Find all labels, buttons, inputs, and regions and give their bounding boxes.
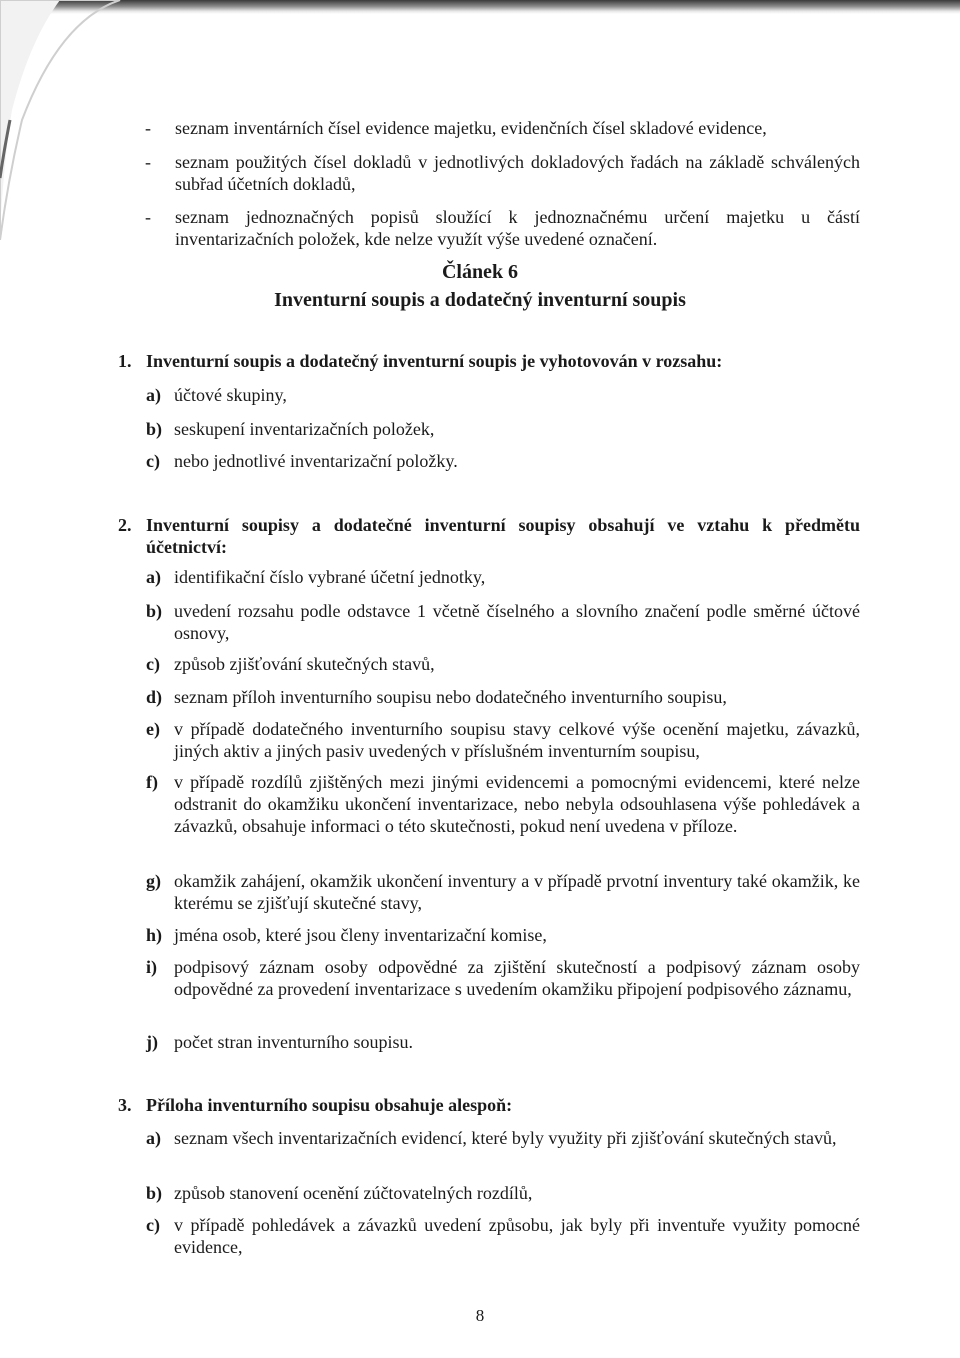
list-item-text: podpisový záznam osoby odpovědné za zjištění skutečností a podpisový záznam osoby odpovědné za provedení inventarizace s uvedením okamžiku připojení podpisového záznamu, [174,957,860,999]
list-marker: g) [146,871,161,891]
list-item-text: počet stran inventurního soupisu. [174,1032,413,1052]
list-item [146,718,860,762]
list-item [146,686,860,708]
section-heading [118,1094,860,1116]
list-marker: e) [146,719,160,739]
list-item-text: v případě rozdílů zjištěných mezi jinými evidencemi a pomocnými evidencemi, které nelze odstranit do okamžiku ukončení inventarizace, nebo nebyla odsouhlasena výše pohledávek a závazků, obsahuje informaci o této skutečnosti, pokud není uvedena v příloze. [174,772,860,836]
list-item-text: identifikační číslo vybrané účetní jednotky, [174,567,486,587]
list-item [146,653,860,675]
list-item-text: účtové skupiny, [174,385,287,405]
page-number: 8 [475,1306,485,1325]
list-item-text: seskupení inventarizačních položek, [174,419,435,439]
list-item [146,384,860,406]
section-number: 2. [118,515,132,535]
list-marker: b) [146,601,163,621]
list-item [146,418,860,440]
list-item-text: jména osob, které jsou členy inventarizační komise, [174,925,547,945]
section-heading-text: Inventurní soupisy a dodatečné inventurní soupisy obsahují ve vztahu k předmětu účetnictví: [146,515,860,557]
list-marker: j) [146,1032,158,1052]
list-marker: i) [146,957,157,977]
list-marker: f) [146,772,158,792]
list-item-text: uvedení rozsahu podle odstavce 1 včetně číselného a slovního značení podle směrné účtové osnovy, [174,601,860,643]
list-item-text: způsob stanovení ocenění zúčtovatelných rozdílů, [174,1183,533,1203]
list-item [145,206,860,250]
list-item [146,924,860,946]
article-subtitle: Inventurní soupis a dodatečný inventurní soupis [274,289,686,311]
list-item-text: okamžik zahájení, okamžik ukončení inventury a v případě prvotní inventury také okamžik, ke kterému se zjišťují skutečné stavy, [174,871,860,913]
list-marker: c) [146,654,160,674]
list-marker: - [145,152,151,172]
list-item-text: nebo jednotlivé inventarizační položky. [174,451,458,471]
list-item-text: seznam inventárních čísel evidence majetku, evidenčních čísel skladové evidence, [175,118,767,138]
list-marker: a) [146,385,161,405]
list-item [146,450,860,472]
list-item-text: způsob zjišťování skutečných stavů, [174,654,435,674]
list-marker: b) [146,419,163,439]
list-item [146,1214,860,1258]
list-item [146,1182,860,1204]
list-item-text: v případě pohledávek a závazků uvedení způsobu, jak byly při inventuře využity pomocné evidence, [174,1215,860,1257]
list-item [146,870,860,914]
list-marker: a) [146,567,161,587]
section-heading [118,514,860,558]
list-item [146,1031,860,1053]
list-item-text: seznam jednoznačných popisů sloužící k jednoznačnému určení majetku u částí inventarizačních položek, kde nelze využít výše uvedené označení. [175,207,860,249]
list-item [146,1127,860,1149]
section-heading-text: Inventurní soupis a dodatečný inventurní soupis je vyhotovován v rozsahu: [146,351,723,371]
list-marker: - [145,118,151,138]
list-item-text: seznam použitých čísel dokladů v jednotlivých dokladových řadách na základě schválených subřad účetních dokladů, [175,152,860,194]
list-item [146,566,860,588]
section-heading-text: Příloha inventurního soupisu obsahuje alespoň: [146,1095,513,1115]
list-marker: b) [146,1183,163,1203]
list-marker: c) [146,1215,160,1235]
list-marker: h) [146,925,163,945]
list-marker: - [145,207,151,227]
list-item-text: seznam všech inventarizačních evidencí, které byly využity při zjišťování skutečných stavů, [174,1128,837,1148]
list-item [146,771,860,837]
list-item-text: v případě dodatečného inventurního soupisu stavy celkové výše ocenění majetku, závazků, jiných aktiv a jiných pasiv uvedených v příslušném inventurním soupisu, [174,719,860,761]
list-item [145,117,860,139]
list-item [146,956,860,1000]
article-title: Článek 6 [441,261,519,283]
list-item-text: seznam příloh inventurního soupisu nebo dodatečného inventurního soupisu, [174,687,727,707]
section-heading [118,350,860,372]
section-number: 3. [118,1095,132,1115]
section-number: 1. [118,351,132,371]
list-marker: a) [146,1128,161,1148]
list-item [145,151,860,195]
list-marker: d) [146,687,163,707]
list-marker: c) [146,451,160,471]
list-item [146,600,860,644]
